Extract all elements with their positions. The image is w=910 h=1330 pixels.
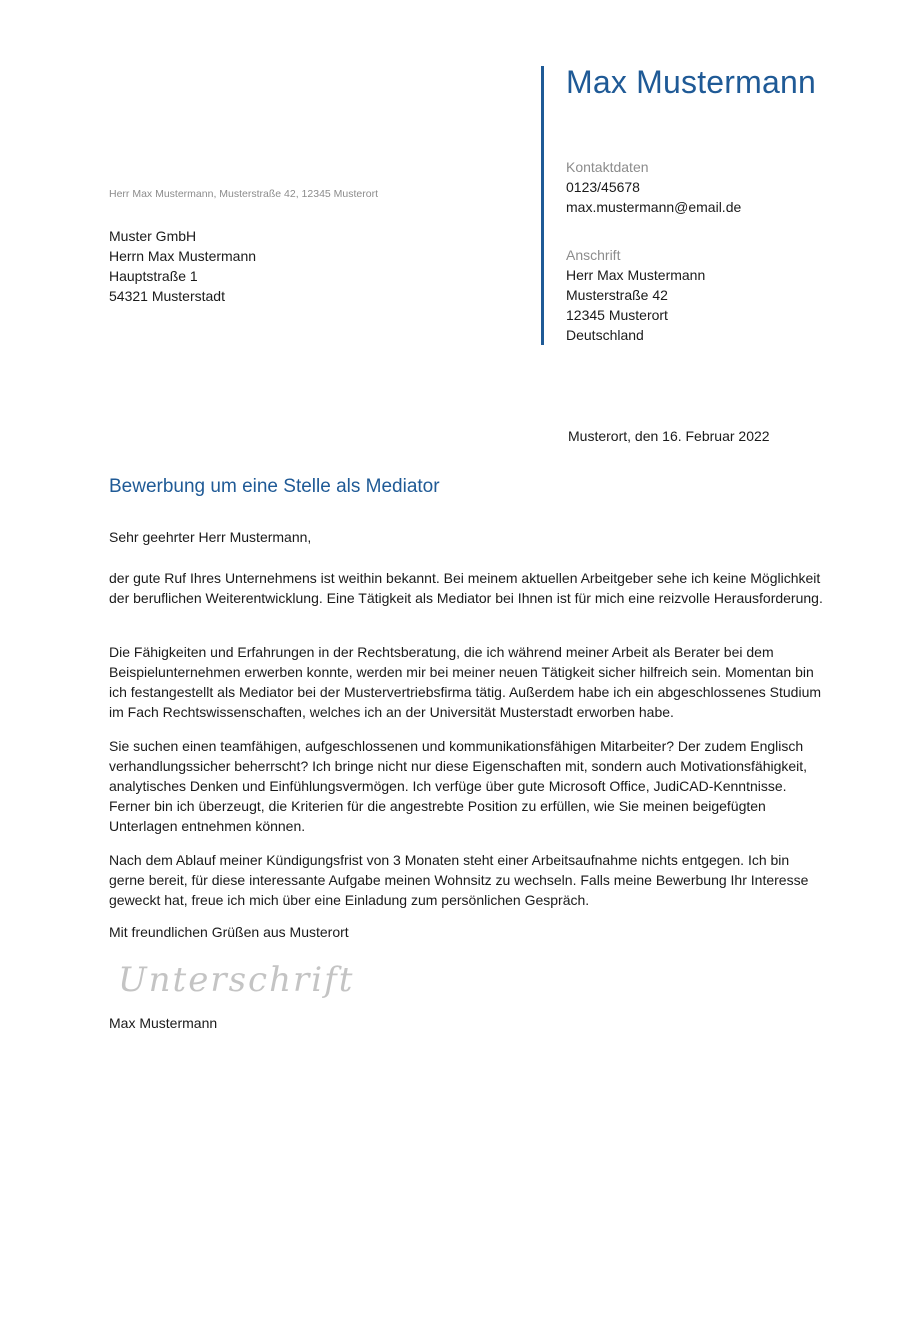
email-address: max.mustermann@email.de	[566, 199, 742, 215]
recipient-street: Hauptstraße 1	[109, 268, 198, 284]
address-line-2: Musterstraße 42	[566, 287, 668, 303]
closing-line: Mit freundlichen Grüßen aus Musterort	[109, 924, 349, 940]
contact-label: Kontaktdaten	[566, 159, 649, 175]
salutation: Sehr geehrter Herr Mustermann,	[109, 529, 312, 545]
recipient-company: Muster GmbH	[109, 228, 197, 244]
address-line-1: Herr Max Mustermann	[566, 267, 706, 283]
signature-placeholder: Unterschrift	[118, 960, 355, 1000]
address-block	[566, 245, 705, 345]
recipient-city: 54321 Musterstadt	[109, 288, 225, 304]
address-label: Anschrift	[566, 247, 621, 263]
letter-subject: Bewerbung um eine Stelle als Mediator	[109, 476, 440, 497]
sender-name-heading: Max Mustermann	[566, 64, 816, 100]
accent-bar	[541, 66, 544, 345]
signer-name: Max Mustermann	[109, 1015, 218, 1031]
body-paragraph: der gute Ruf Ihres Unternehmens ist weithin bekannt. Bei meinem aktuellen Arbeitgeber sehe ich keine Möglichkeit der beruflichen Weiterentwicklung. Eine Tätigkeit als Mediator bei Ihnen ist für mich eine reizvolle Herausforderung.	[109, 570, 823, 606]
body-paragraph: Die Fähigkeiten und Erfahrungen in der Rechtsberatung, die ich während meiner Arbeit als Berater bei dem Beispielunternehmen erwerben konnte, werden mir bei meiner neuen Tätigkeit sicher hilfreich sein. Momentan bin ich festangestellt als Mediator bei der Mustervertriebsfirma tätig. Außerdem habe ich ein abgeschlossenes Studium im Fach Rechtswissenschaften, welches ich an der Universität Musterstadt erworben habe.	[109, 644, 822, 720]
body-paragraph: Nach dem Ablauf meiner Kündigungsfrist von 3 Monaten steht einer Arbeitsaufnahme nichts entgegen. Ich bin gerne bereit, für diese interessante Aufgabe meinen Wohnsitz zu wechseln. Falls meine Bewerbung Ihr Interesse geweckt hat, freue ich mich über eine Einladung zum persönlichen Gespräch.	[109, 852, 809, 908]
recipient-block	[109, 226, 256, 306]
contact-block	[566, 157, 741, 217]
sender-return-line: Herr Max Mustermann, Musterstraße 42, 12345 Musterort	[109, 188, 379, 200]
letter-date: Musterort, den 16. Februar 2022	[568, 428, 770, 444]
address-line-3: 12345 Musterort	[566, 307, 668, 323]
body-paragraph: Sie suchen einen teamfähigen, aufgeschlossenen und kommunikationsfähigen Mitarbeiter? Der zudem Englisch verhandlungssicher beherrscht? Ich bringe nicht nur diese Eigenschaften mit, sondern auch Motivationsfähigkeit, analytisches Denken und Einfühlungsvermögen. Ich verfüge über gute Microsoft Office, JudiCAD-Kenntnisse. Ferner bin ich überzeugt, die Kriterien für die angestrebte Position zu erfüllen, wie Sie meinen beigefügten Unterlagen entnehmen können.	[109, 738, 808, 834]
address-line-4: Deutschland	[566, 327, 644, 343]
recipient-person: Herrn Max Mustermann	[109, 248, 257, 264]
phone-number: 0123/45678	[566, 179, 640, 195]
